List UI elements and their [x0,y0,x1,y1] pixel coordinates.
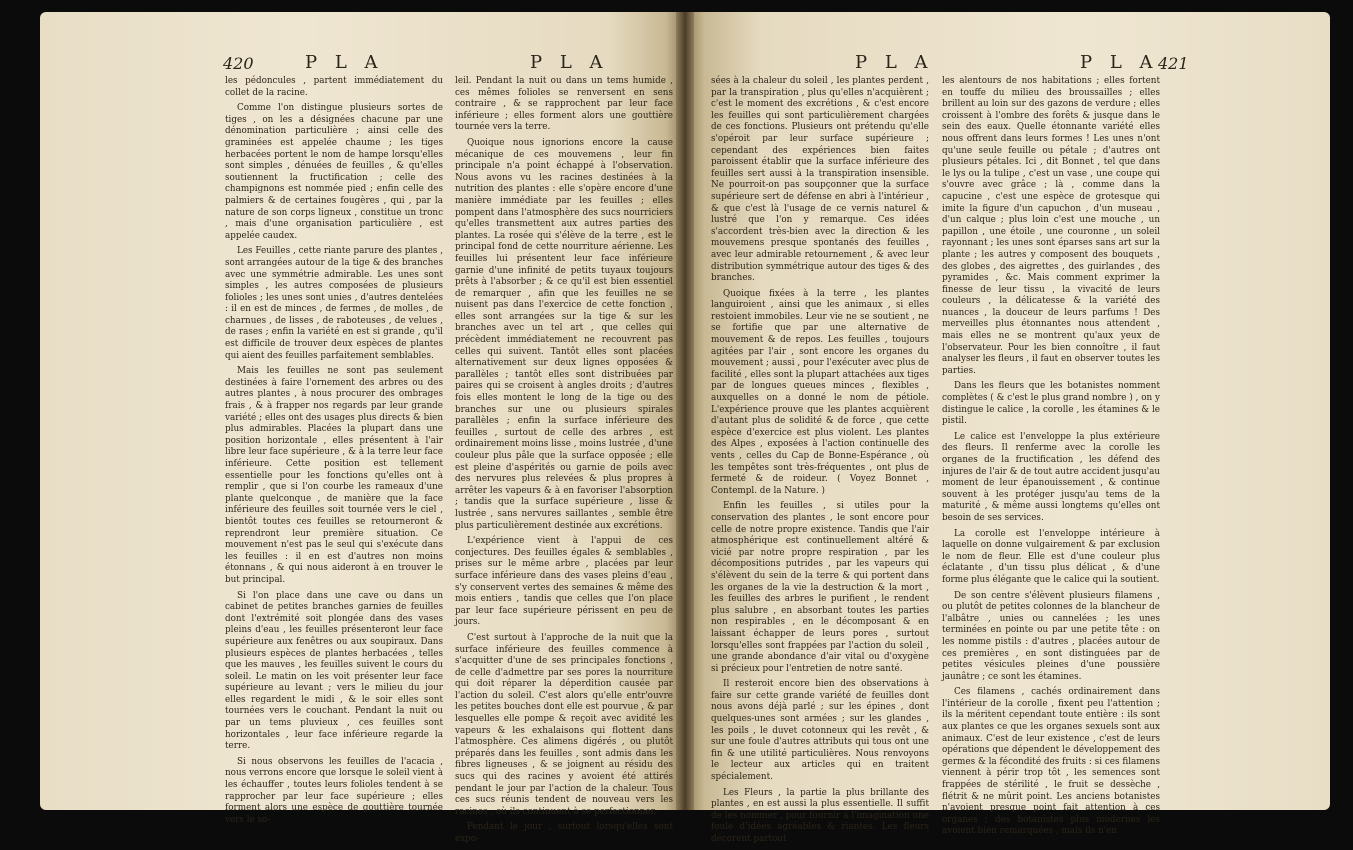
right-page [685,12,1330,844]
paragraph: leil. Pendant la nuit ou dans un tems humide , ces mêmes folioles se renversent en sens contraire , & se rapprochent par leur face inférieure ; elles forment alors une gouttière tournée vers la terre. [455,76,673,133]
running-head-left-a: P L A [305,52,384,73]
paragraph: Quoique fixées à la terre , les plantes languiroient , ainsi que les animaux , si elles restoient immobiles. Leur vie ne se soutient , ne se fortifie que par une alternative de mouvement & de repos. Les feuilles , toujours agitées par l'air , sont encore les organes du mouvement ; aussi , pour l'exécuter avec plus de facilité , elles sont la plupart attachées aux tiges par de longues queues minces , flexibles , auxquelles on a donné le nom de pétiole. L'expérience prouve que les plantes acquièrent d'autant plus de solidité & de force , que cette espèce d'exercice est plus violent. Les plantes des Alpes , exposées à l'action continuelle des vents , celles du Cap de Bonne-Espérance , où les tempêtes sont très-fréquentes , ont plus de fermeté & de roideur. ( Voyez Bonnet , Contempl. de la Nature. ) [711,288,929,496]
paragraph: Ces filamens , cachés ordinairement dans l'intérieur de la corolle , fixent peu l'attention ; ils la méritent cependant toute entière : ils sont aux plantes ce que les organes sexuels sont aux animaux. C'est de leur existence , c'est de leurs opérations que dépendent le développement des germes & la fécondité des fruits : si ces filamens viennent à périr trop tôt , les semences sont frappées de stérilité , le fruit se dessèche , flétrit & ne mûrit point. Les anciens botanistes n'avoient presque point fait attention à ces organes ; des botanistes plus modernes les avoient bien remarquées , mais ils n'en [942,687,1160,837]
left-column-b [455,76,673,850]
left-page [40,12,685,844]
paragraph: Dans les fleurs que les botanistes nomment complètes ( & c'est le plus grand nombre ) , on y distingue le calice , la corolle , les étamines & le pistil. [942,381,1160,427]
paragraph: Pendant le jour , surtout lorsqu'elles sont expo- [455,822,673,844]
paragraph: De son centre s'élèvent plusieurs filamens , ou plutôt de petites colonnes de la blancheur de l'albâtre , unies ou cannelées ; les unes terminées en pointe ou par une petite tête : on les nomme pistils : d'autres , placées autour de ces premières , en sont distinguées par de petites vésicules pleines d'une poussière jaunâtre ; ce sont les étamines. [942,590,1160,682]
paragraph: La corolle est l'enveloppe intérieure à laquelle on donne vulgairement & par exclusion le nom de fleur. Elle est d'une couleur plus éclatante , d'un tissu plus délicat , & d'une forme plus élégante que le calice qui la soutient. [942,528,1160,585]
right-column-a [711,76,929,850]
paragraph: Mais les feuilles ne sont pas seulement destinées à faire l'ornement des arbres ou des autres plantes , à nous procurer des ombrages frais , & à frapper nos regards par leur grande variété ; elles ont des usages plus directs & bien plus admirables. Placées la plupart dans une position horizontale , elles présentent à l'air libre leur face supérieure , & à la terre leur face inférieure. Cette position est tellement essentielle pour les fonctions qu'elles ont à remplir , que si l'on courbe les rameaux d'une plante quelconque , de manière que la face inférieure des feuilles soit tournée vers le ciel , bientôt toutes ces feuilles se retourneront & reprendront leur première situation. Ce mouvement n'est pas le seul qui s'exécute dans les feuilles : il en est d'autres non moins étonnans , & qui nous aideront à en trouver le but principal. [225,366,443,585]
paragraph: Les Feuilles , cette riante parure des plantes , sont arrangées autour de la tige & des branches avec une symmétrie admirable. Les unes sont simples , les autres composées de plusieurs folioles ; les unes sont unies , d'autres dentelées : il en est de minces , de fermes , de molles , de charnues , de lisses , de raboteuses , de velues , de rases ; enfin la variété en est si grande , qu'il est difficile de trouver deux espèces de plantes qui aient des feuilles parfaitement semblables. [225,246,443,361]
paragraph: sées à la chaleur du soleil , les plantes perdent , par la transpiration , plus qu'elles n'acquièrent ; c'est le moment des excrétions , & c'est encore les feuilles qui sont particulièrement chargées de ces fonctions. Plusieurs ont prétendu qu'elle s'opéroit par leur surface supérieure ; cependant des expériences bien faites paroissent établir que la surface inférieure des feuilles sert aussi à la transpiration insensible. Ne pourroit-on pas soupçonner que la surface supérieure sert de défense en abri à l'intérieur , & que c'est là l'usage de ce vernis naturel & lustré que l'on y remarque. Ces idées s'accordent très-bien avec la direction & les mouvemens presque spontanés des feuilles , avec leur admirable retournement , & avec leur distribution symmétrique autour des tiges & des branches. [711,76,929,284]
book-gutter [676,12,694,810]
paragraph: Si nous observons les feuilles de l'acacia , nous verrons encore que lorsque le soleil vient à les échauffer , toutes leurs folioles tendent à se rapprocher par leur face supérieure ; elles forment alors une espèce de gouttière tournée vers le so- [225,756,443,825]
paragraph: Le calice est l'enveloppe la plus extérieure des fleurs. Il renferme avec la corolle les organes de la fructification , les défend des injures de l'air & de tout autre accident jusqu'au moment de leur épanouissement , & continue souvent à les protéger jusqu'au tems de la maturité , & même aussi longtems qu'elles ont besoin de ses services. [942,431,1160,523]
left-column-a [225,76,443,830]
paragraph: Les Fleurs , la partie la plus brillante des plantes , en est aussi la plus essentielle. Il suffit de les nommer , pour fournir à l'imagination une foule d'idées agréables & riantes. Les fleurs décorent partout [711,787,929,844]
running-head-right-a: P L A [855,52,934,73]
running-head-left-b: P L A [530,52,609,73]
page-number-left: 420 [223,54,254,73]
paragraph: les pédoncules , partent immédiatement du collet de la racine. [225,76,443,98]
paragraph: C'est surtout à l'approche de la nuit que la surface inférieure des feuilles commence à s'acquitter d'une de ses principales fonctions , de celle d'admettre par ses pores la nourriture qui doit réparer la déperdition causée par l'action du soleil. C'est alors qu'elle entr'ouvre les petites bouches dont elle est pourvue , & par lesquelles elle pompe & reçoit avec avidité les vapeurs & les exhalaisons qui flottent dans l'atmosphère. Ces alimens digérés , ou plutôt préparés dans les feuilles , sont admis dans les fibres ligneuses , & se joignent au résidu des sucs qui des racines y avoient été attirés pendant le jour par l'action de la chaleur. Tous ces sucs réunis tendent de nouveau vers les racines , où ils continuent à se perfectionner. [455,632,673,817]
right-column-b [942,76,1160,842]
paragraph: les alentours de nos habitations ; elles fortent en touffe du milieu des broussailles ; elles brillent au loin sur des gazons de verdure ; elles croissent à l'ombre des forêts & jusque dans le sein des eaux. Quelle étonnante variété elles nous offrent dans leurs formes ! Les unes n'ont qu'une seule feuille ou pétale ; d'autres ont plusieurs pétales. Ici , dit Bonnet , tel que dans le lys ou la tulipe , c'est un vase , une coupe qui s'ouvre avec grâce ; là , comme dans la capucine , c'est une espèce de grotesque qui imite la figure d'un capuchon , d'un museau , d'un calque ; plus loin c'est une mouche , un papillon , une étoile , une couronne , un soleil rayonnant ; les unes sont éparses sans art sur la plante ; les autres y composent des bouquets , des globes , des aigrettes , des guirlandes , des pyramides , &c. Mais comment exprimer la finesse de leur tissu , la vivacité de leurs couleurs , la délicatesse & la variété des nuances , la douceur de leurs parfums ! Des merveilles plus étonnantes nous attendent , mais elles ne se montrent qu'aux yeux de l'observateur. Pour les bien connoître , il faut analyser les fleurs , il faut en observer toutes les parties. [942,76,1160,376]
paragraph: L'expérience vient à l'appui de ces conjectures. Des feuilles égales & semblables , prises sur le même arbre , placées par leur surface inférieure dans des vases pleins d'eau , s'y conservent vertes des semaines & même des mois entiers , tandis que celles que l'on place par leur face supérieure périssent en peu de jours. [455,536,673,628]
paragraph: Enfin les feuilles , si utiles pour la conservation des plantes , le sont encore pour celle de notre propre existence. Tandis que l'air atmosphérique est continuellement altéré & vicié par notre propre respiration , par les décompositions putrides , par les vapeurs qui s'élèvent du sein de la terre & qui portent dans les organes de la vie la destruction & la mort , les feuilles des arbres le purifient , le rendent plus salubre , en absorbant toutes les parties non respirables , en le décomposant & en laissant échapper de leurs pores , surtout lorsqu'elles sont frappées par l'action du soleil , une grande abondance d'air vital ou d'oxygène si précieux pour l'entretien de notre santé. [711,501,929,674]
paragraph: Quoique nous ignorions encore la cause mécanique de ces mouvemens , leur fin principale n'a point échappé à l'observation. Nous avons vu les racines destinées à la nutrition des plantes : elle s'opère encore d'une manière immédiate par les feuilles ; elles pompent dans l'atmosphère des sucs nourriciers qu'elles transmettent aux autres parties des plantes. La rosée qui s'élève de la terre , est le principal fond de cette nourriture aérienne. Les feuilles lui présentent leur face inférieure garnie d'une infinité de petits tuyaux toujours prêts à l'absorber ; & ce qu'il est bien essentiel de remarquer , afin que les feuilles ne se nuisent pas dans l'exercice de cette fonction , elles sont arrangées sur la tige & sur les branches avec un tel art , que celles qui précèdent immédiatement ne recouvrent pas celles qui suivent. Tantôt elles sont placées alternativement sur deux lignes opposées & parallèles ; tantôt elles sont distribuées par paires qui se croisent à angles droits ; d'autres fois elles montent le long de la tige ou des branches sur une ou plusieurs spirales parallèles ; enfin la surface inférieure des feuilles , surtout de celle des arbres , est ordinairement moins lisse , moins lustrée , d'une couleur plus pâle que la surface opposée ; elle est pleine d'aspérités ou garnie de poils avec des nervures plus relevées & plus propres à arrêter les vapeurs & à en favoriser l'absorption ; tandis que la surface supérieure , lisse & lustrée , sans nervures saillantes , semble être plus particulièrement destinée aux excrétions. [455,137,673,531]
running-head-right-b: P L A [1080,52,1159,73]
paragraph: Si l'on place dans une cave ou dans un cabinet de petites branches garnies de feuilles dont l'extrémité soit plongée dans des vases pleins d'eau , les feuilles présenteront leur face supérieure aux fenêtres ou aux soupiraux. Dans plusieurs espèces de plantes herbacées , telles que les mauves , les feuilles suivent le cours du soleil. Le matin on les voit présenter leur face supérieure au levant ; vers le milieu du jour elles regardent le midi , & le soir elles sont tournées vers le couchant. Pendant la nuit ou par un tems pluvieux , ces feuilles sont horizontales , leur face inférieure regarde la terre. [225,590,443,752]
paragraph: Il resteroit encore bien des observations à faire sur cette grande variété de feuilles dont nous avons déjà parlé ; sur les épines , dont quelques-unes sont armées ; sur les glandes , les poils , le duvet cotonneux qui les revêt , & sur une foule d'autres attributs qui tous ont une fin & une utilité particulières. Nous renvoyons le lecteur aux articles qui en traitent spécialement. [711,679,929,783]
paragraph: Comme l'on distingue plusieurs sortes de tiges , on les a désignées chacune par une dénomination particulière ; ainsi celle des graminées est appelée chaume ; les tiges herbacées portent le nom de hampe lorsqu'elles sont simples , dénuées de feuilles , & qu'elles soutiennent la fructification ; celle des champignons est nommée pied ; enfin celle des palmiers & de certaines fougères , qui , par la nature de son corps ligneux , constitue un tronc , mais d'une organisation particulière , est appelée caudex. [225,103,443,241]
page-number-right: 421 [1158,54,1189,73]
open-book [40,12,1330,844]
